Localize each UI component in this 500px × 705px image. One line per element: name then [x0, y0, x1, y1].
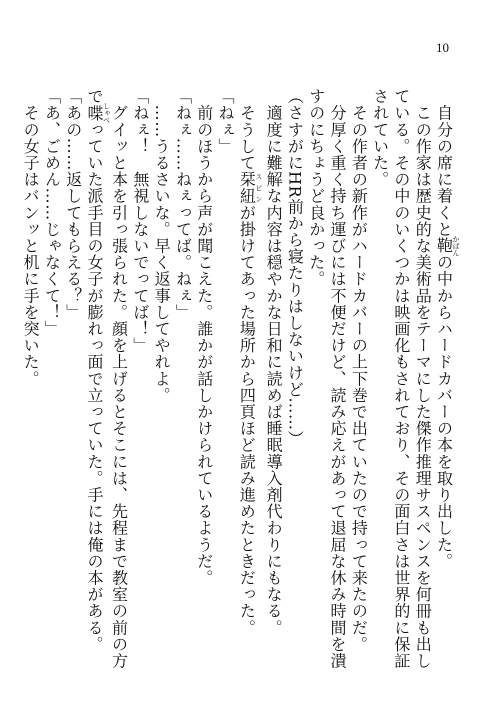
paragraph-text: ……うるさいな。早く返事してやれよ。: [152, 88, 172, 404]
paragraph: [41, 88, 62, 673]
paragraph: [284, 88, 305, 673]
paragraph-text: 適度に難解な内容は穏やかな日和に読めば睡眠導入剤代わりにもなる。: [264, 88, 284, 636]
paragraph: [263, 88, 284, 673]
paragraph-text: が掛けてあった場所から四頁ほど読み進めたときだった。: [237, 204, 257, 636]
ruby-annotation: [85, 102, 111, 124]
paragraph-text: グイッと本を引っ張られた。顔を上げるとそこには、先程まで教室の前の方で: [85, 88, 129, 669]
paragraph-text: （さすがにHR前から寝たりはしないけど……）: [285, 88, 305, 448]
novel-text-column: [21, 88, 460, 673]
paragraph-text: 分厚く重く持ち運びには不便だけど、読み応えがあって退屈な休み時間を潰すのにちょうど良かった。: [306, 88, 348, 669]
paragraph: [151, 88, 172, 673]
paragraph-text: 前のほうから声が聞こえた。誰かが話しかけられているようだ。: [194, 88, 214, 586]
paragraph: [20, 88, 41, 673]
paragraph: [348, 88, 369, 673]
paragraph: [130, 88, 151, 673]
paragraph-text: 自分の席に着くと: [434, 88, 454, 238]
ruby-reading: スピン: [254, 171, 263, 205]
ruby-base: 喋: [85, 102, 105, 124]
paragraph-text: 「あの……返してもらえる？」: [63, 88, 83, 321]
paragraph-text: この作家は歴史的な美術品をテーマにした傑作推理サスペンスを何冊も出している。その中のいくつかは映画化もされており、その面白さは世界的に保証されていた。: [370, 88, 433, 669]
paragraph-text: っていた派手目の女子が膨れっ面で立っていた。手には俺の本がある。: [85, 121, 105, 653]
paragraph: [236, 88, 263, 673]
paragraph-text: その作者の新作がハードカバーの上下巻で出ていたので持って来たのだ。: [349, 88, 369, 653]
paragraph-text: 「あ、ごめん……じゃなくて！」: [42, 88, 62, 337]
ruby-annotation: [237, 171, 263, 205]
ruby-reading: かばん: [452, 235, 460, 257]
paragraph-text: 「ねぇ！ 無視しないでってば！」: [130, 88, 150, 354]
paragraph-text: そうして: [237, 88, 257, 171]
ruby-reading: しゃべ: [102, 102, 111, 124]
paragraph: [305, 88, 348, 673]
paragraph-text: の中からハードカバーの本を取り出した。: [434, 254, 454, 570]
paragraph: [62, 88, 83, 673]
page-number: 10: [436, 40, 449, 55]
paragraph: [84, 88, 130, 673]
paragraph: [172, 88, 193, 673]
ruby-base: 鞄: [434, 235, 454, 257]
paragraph-text: その女子はバンッと机に手を突いた。: [21, 88, 41, 387]
ruby-base: 栞紐: [237, 171, 257, 205]
paragraph-text: 「ねぇ……ねぇってば。ねぇ」: [173, 88, 193, 321]
paragraph: [433, 88, 460, 673]
paragraph: [215, 88, 236, 673]
paragraph-text: 「ねぇ」: [216, 88, 236, 155]
ruby-annotation: [434, 235, 460, 257]
paragraph: [369, 88, 433, 673]
paragraph: [193, 88, 214, 673]
